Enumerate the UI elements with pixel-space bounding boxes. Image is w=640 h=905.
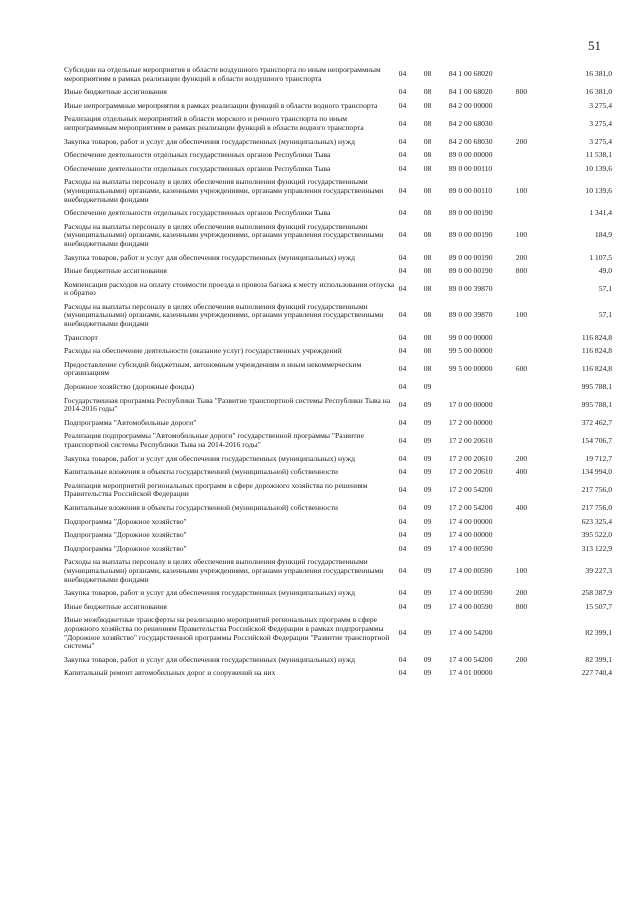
- expense-name-cell: Закупка товаров, работ и услуг для обеспечения государственных (муниципальных) нужд: [64, 654, 355, 664]
- table-row: [64, 516, 612, 530]
- target-article-code-cell: 17 4 00 00000: [448, 530, 493, 540]
- subsection-code-cell: 09: [423, 417, 432, 427]
- amount-cell: 134 994,0: [581, 467, 612, 477]
- section-code-cell: 04: [398, 87, 407, 97]
- expense-name-cell: Обеспечение деятельности отдельных государственных органов Республики Тыва: [64, 163, 331, 173]
- budget-table: [64, 64, 612, 681]
- expense-type-code-cell: 400: [515, 502, 528, 512]
- amount-cell: 1 341,4: [589, 208, 612, 218]
- expense-type-code-cell: [516, 149, 552, 163]
- subsection-code-cell: 08: [423, 283, 432, 293]
- table-row: [64, 176, 612, 207]
- expense-name-cell: Подпрограмма "Дорожное хозяйство": [64, 516, 187, 526]
- amount-cell: 3 275,4: [589, 136, 612, 146]
- target-article-code-cell: 17 4 00 00590: [448, 601, 493, 611]
- target-article-code-cell: 17 2 00 00000: [448, 417, 493, 427]
- table-row: [64, 252, 612, 266]
- subsection-code-cell: 08: [423, 230, 432, 240]
- amount-cell: 184,9: [594, 230, 612, 240]
- section-code-cell: 04: [398, 69, 407, 79]
- expense-type-code-cell: [516, 207, 552, 221]
- section-code-cell: 04: [398, 399, 407, 409]
- amount-cell: 227 740,4: [581, 668, 612, 678]
- expense-name-cell: Расходы на выплаты персоналу в целях обеспечения выполнения функций государственными (муниципальными) органами, казенными учреждениями, органами управления государственными внебюджетными фондами: [64, 301, 384, 329]
- expense-name-cell: Предоставление субсидий бюджетным, автономным учреждениям и иным некоммерческим организациям: [64, 359, 362, 378]
- amount-cell: 15 507,7: [585, 601, 612, 611]
- table-row: [64, 395, 612, 417]
- section-code-cell: 04: [398, 163, 407, 173]
- target-article-code-cell: 17 4 00 00590: [448, 565, 493, 575]
- expense-type-code-cell: 800: [515, 266, 528, 276]
- amount-cell: 372 462,7: [581, 417, 612, 427]
- expense-name-cell: Закупка товаров, работ и услуг для обеспечения государственных (муниципальных) нужд: [64, 588, 355, 598]
- section-code-cell: 04: [398, 185, 407, 195]
- subsection-code-cell: 08: [423, 100, 432, 110]
- expense-type-code-cell: 100: [515, 565, 528, 575]
- expense-type-code-cell: 100: [515, 310, 528, 320]
- expense-name-cell: Реализация отдельных мероприятий в области морского и речного транспорта по иным непрограммным мероприятиям в рамках реализации функций в области водного транспорта: [64, 114, 364, 132]
- amount-cell: 16 381,0: [585, 69, 612, 79]
- expense-name-cell: Государственная программа Республики Тыва "Развитие транспортной системы Республики Тыва на 2014-2016 годы": [64, 395, 391, 414]
- expense-name-cell: Капитальные вложения в объекты государственной (муниципальной) собственности: [64, 467, 338, 477]
- target-article-code-cell: 84 2 00 68030: [448, 118, 493, 128]
- budget-table-body: [64, 64, 612, 681]
- expense-name-cell: Капитальный ремонт автомобильных дорог и сооружений на них: [64, 668, 276, 678]
- section-code-cell: 04: [398, 364, 407, 374]
- expense-type-code-cell: 200: [515, 453, 528, 463]
- amount-cell: 82 399,1: [585, 654, 612, 664]
- expense-name-cell: Расходы на выплаты персоналу в целях обеспечения выполнения функций государственными (муниципальными) органами, казенными учреждениями, органами управления государственными внебюджетными фондами: [64, 221, 384, 248]
- amount-cell: 11 538,1: [585, 150, 612, 160]
- subsection-code-cell: 08: [423, 185, 432, 195]
- expense-name-cell: Закупка товаров, работ и услуг для обеспечения государственных (муниципальных) нужд: [64, 252, 355, 262]
- subsection-code-cell: 09: [423, 588, 432, 598]
- table-row: [64, 265, 612, 279]
- target-article-code-cell: 89 0 00 00190: [448, 208, 493, 218]
- expense-type-code-cell: 200: [515, 654, 528, 664]
- expense-name-cell: Закупка товаров, работ и услуг для обеспечения государственных (муниципальных) нужд: [64, 136, 355, 146]
- amount-cell: 217 756,0: [581, 485, 612, 495]
- amount-cell: 19 712,7: [585, 453, 612, 463]
- section-code-cell: 04: [398, 628, 407, 638]
- section-code-cell: 04: [398, 485, 407, 495]
- expense-name-cell: Расходы на обеспечение деятельности (оказание услуг) государственных учреждений: [64, 346, 342, 356]
- subsection-code-cell: 09: [423, 382, 432, 392]
- table-row: [64, 417, 612, 431]
- table-row: [64, 86, 612, 100]
- subsection-code-cell: 08: [423, 118, 432, 128]
- subsection-code-cell: 09: [423, 565, 432, 575]
- section-code-cell: 04: [398, 516, 407, 526]
- subsection-code-cell: 08: [423, 310, 432, 320]
- section-code-cell: 04: [398, 382, 407, 392]
- amount-cell: 39 227,3: [585, 565, 612, 575]
- section-code-cell: 04: [398, 543, 407, 553]
- target-article-code-cell: 89 0 00 39870: [448, 283, 493, 293]
- table-row: [64, 614, 612, 653]
- section-code-cell: 04: [398, 332, 407, 342]
- expense-name-cell: Иные бюджетные ассигнования: [64, 601, 167, 611]
- expense-name-cell: Субсидии на отдельные мероприятия в области воздушного транспорта по иным непрограммным мероприятиям в рамках реализации функций в области воздушного транспорта: [64, 65, 381, 83]
- expense-type-code-cell: 800: [515, 601, 528, 611]
- expense-type-code-cell: 800: [515, 87, 528, 97]
- target-article-code-cell: 89 0 00 39870: [448, 310, 493, 320]
- amount-cell: 10 139,6: [585, 163, 612, 173]
- amount-cell: 16 381,0: [585, 87, 612, 97]
- table-row: [64, 556, 612, 587]
- target-article-code-cell: 99 0 00 00000: [448, 332, 493, 342]
- expense-name-cell: Иные межбюджетные трансферты на реализацию мероприятий региональных программ в сфере дорожного хозяйства по решениям Правительства Российской Федерации в рамках подпрограммы "Дорожное хозяйство" государственной программы Российской Федерации "Развитие транспортной системы": [64, 615, 390, 651]
- target-article-code-cell: 84 1 00 68020: [448, 69, 493, 79]
- amount-cell: 154 706,7: [581, 435, 612, 445]
- subsection-code-cell: 09: [423, 530, 432, 540]
- section-code-cell: 04: [398, 601, 407, 611]
- subsection-code-cell: 09: [423, 668, 432, 678]
- expense-type-code-cell: 200: [515, 252, 528, 262]
- table-row: [64, 345, 612, 359]
- amount-cell: 49,0: [598, 266, 612, 276]
- amount-cell: 57,1: [598, 310, 612, 320]
- table-row: [64, 654, 612, 668]
- target-article-code-cell: 89 0 00 00190: [448, 252, 493, 262]
- subsection-code-cell: 08: [423, 252, 432, 262]
- table-row: [64, 381, 612, 395]
- amount-cell: 995 788,1: [581, 399, 612, 409]
- amount-cell: 1 107,5: [589, 252, 612, 262]
- section-code-cell: 04: [398, 252, 407, 262]
- subsection-code-cell: 09: [423, 502, 432, 512]
- expense-type-code-cell: 600: [515, 364, 528, 374]
- subsection-code-cell: 09: [423, 654, 432, 664]
- section-code-cell: 04: [398, 435, 407, 445]
- expense-type-code-cell: [516, 417, 552, 431]
- amount-cell: 395 522,0: [581, 530, 612, 540]
- table-row: [64, 430, 612, 452]
- section-code-cell: 04: [398, 467, 407, 477]
- subsection-code-cell: 08: [423, 163, 432, 173]
- expense-type-code-cell: [516, 279, 552, 301]
- expense-type-code-cell: [516, 543, 552, 557]
- target-article-code-cell: 89 0 00 00110: [448, 185, 493, 195]
- target-article-code-cell: 84 2 00 00000: [448, 100, 493, 110]
- target-article-code-cell: 17 2 00 54200: [448, 502, 493, 512]
- expense-name-cell: Подпрограмма "Дорожное хозяйство": [64, 543, 187, 553]
- target-article-code-cell: 17 4 00 00000: [448, 516, 493, 526]
- section-code-cell: 04: [398, 588, 407, 598]
- target-article-code-cell: 17 4 00 00590: [448, 543, 493, 553]
- expense-name-cell: Иные бюджетные ассигнования: [64, 87, 167, 97]
- expense-name-cell: Расходы на выплаты персоналу в целях обеспечения выполнения функций государственными (муниципальными) органами, казенными учреждениями, органами управления государственными внебюджетными фондами: [64, 557, 384, 584]
- amount-cell: 116 824,8: [581, 364, 612, 374]
- amount-cell: 313 122,9: [581, 543, 612, 553]
- table-row: [64, 359, 612, 381]
- target-article-code-cell: [449, 381, 516, 395]
- target-article-code-cell: 17 4 01 00000: [448, 668, 493, 678]
- table-row: [64, 279, 612, 301]
- table-row: [64, 480, 612, 502]
- table-row: [64, 136, 612, 150]
- subsection-code-cell: 09: [423, 453, 432, 463]
- expense-name-cell: Реализация мероприятий региональных программ в сфере дорожного хозяйства по решениям Правительства Российской Федерации: [64, 480, 368, 499]
- table-row: [64, 529, 612, 543]
- subsection-code-cell: 09: [423, 435, 432, 445]
- amount-cell: 995 788,1: [581, 382, 612, 392]
- expense-type-code-cell: 200: [515, 136, 528, 146]
- expense-name-cell: Обеспечение деятельности отдельных государственных органов Республики Тыва: [64, 208, 331, 218]
- subsection-code-cell: 09: [423, 628, 432, 638]
- amount-cell: 116 824,8: [581, 346, 612, 356]
- section-code-cell: 04: [398, 565, 407, 575]
- section-code-cell: 04: [398, 266, 407, 276]
- table-row: [64, 601, 612, 615]
- target-article-code-cell: 89 0 00 00190: [448, 266, 493, 276]
- page-number: 51: [588, 38, 601, 53]
- table-row: [64, 466, 612, 480]
- subsection-code-cell: 08: [423, 364, 432, 374]
- target-article-code-cell: 17 2 00 20610: [448, 453, 493, 463]
- target-article-code-cell: 17 2 00 54200: [448, 485, 493, 495]
- amount-cell: 57,1: [598, 283, 612, 293]
- expense-name-cell: Компенсация расходов на оплату стоимости проезда и провоза багажа к месту использования отпуска и обратно: [64, 279, 395, 298]
- expense-name-cell: Иные непрограммные мероприятия в рамках реализации функций в области водного транспорта: [64, 100, 378, 110]
- target-article-code-cell: 17 4 00 00590: [448, 588, 493, 598]
- amount-cell: 10 139,6: [585, 185, 612, 195]
- amount-cell: 3 275,4: [589, 118, 612, 128]
- table-row: [64, 301, 612, 332]
- expense-type-code-cell: [516, 516, 552, 530]
- amount-cell: 217 756,0: [581, 502, 612, 512]
- table-row: [64, 100, 612, 114]
- target-article-code-cell: 17 4 00 54200: [448, 628, 493, 638]
- expense-type-code-cell: [516, 100, 552, 114]
- table-row: [64, 587, 612, 601]
- expense-name-cell: Реализация подпрограммы "Автомобильные дороги" государственной программы "Развитие транспортной системы Республики Тыва на 2014-2016 годы": [64, 431, 364, 449]
- expense-type-code-cell: [516, 345, 552, 359]
- section-code-cell: 04: [398, 453, 407, 463]
- subsection-code-cell: 09: [423, 467, 432, 477]
- expense-type-code-cell: [516, 614, 552, 653]
- amount-cell: 82 399,1: [585, 628, 612, 638]
- section-code-cell: 04: [398, 310, 407, 320]
- expense-type-code-cell: 100: [515, 230, 528, 240]
- target-article-code-cell: 99 5 00 00000: [448, 346, 493, 356]
- table-row: [64, 502, 612, 516]
- table-row: [64, 163, 612, 177]
- amount-cell: 3 275,4: [589, 100, 612, 110]
- subsection-code-cell: 09: [423, 601, 432, 611]
- subsection-code-cell: 08: [423, 208, 432, 218]
- table-row: [64, 149, 612, 163]
- expense-type-code-cell: [516, 667, 552, 681]
- section-code-cell: 04: [398, 208, 407, 218]
- subsection-code-cell: 09: [423, 485, 432, 495]
- subsection-code-cell: 09: [423, 516, 432, 526]
- expense-type-code-cell: [516, 395, 552, 417]
- table-row: [64, 453, 612, 467]
- section-code-cell: 04: [398, 654, 407, 664]
- target-article-code-cell: 17 0 00 00000: [448, 399, 493, 409]
- expense-type-code-cell: [516, 480, 552, 502]
- section-code-cell: 04: [398, 100, 407, 110]
- table-row: [64, 113, 612, 135]
- target-article-code-cell: 17 2 00 20610: [448, 435, 493, 445]
- section-code-cell: 04: [398, 502, 407, 512]
- expense-name-cell: Расходы на выплаты персоналу в целях обеспечения выполнения функций государственными (муниципальными) органами, казенными учреждениями, органами управления государственными внебюджетными фондами: [64, 177, 384, 204]
- expense-type-code-cell: [516, 332, 552, 346]
- section-code-cell: 04: [398, 668, 407, 678]
- expense-name-cell: Дорожное хозяйство (дорожные фонды): [64, 382, 195, 392]
- target-article-code-cell: 99 5 00 00000: [448, 364, 493, 374]
- section-code-cell: 04: [398, 118, 407, 128]
- target-article-code-cell: 89 0 00 00110: [448, 163, 493, 173]
- subsection-code-cell: 08: [423, 150, 432, 160]
- expense-name-cell: Транспорт: [64, 332, 98, 342]
- table-row: [64, 207, 612, 221]
- target-article-code-cell: 17 4 00 54200: [448, 654, 493, 664]
- expense-name-cell: Подпрограмма "Дорожное хозяйство": [64, 530, 187, 540]
- section-code-cell: 04: [398, 530, 407, 540]
- expense-name-cell: Обеспечение деятельности отдельных государственных органов Республики Тыва: [64, 150, 331, 160]
- expense-type-code-cell: [516, 163, 552, 177]
- subsection-code-cell: 08: [423, 332, 432, 342]
- expense-type-code-cell: 400: [515, 467, 528, 477]
- expense-type-code-cell: [516, 381, 552, 395]
- target-article-code-cell: 89 0 00 00190: [448, 230, 493, 240]
- subsection-code-cell: 08: [423, 136, 432, 146]
- subsection-code-cell: 09: [423, 399, 432, 409]
- table-row: [64, 64, 612, 86]
- target-article-code-cell: 17 2 00 20610: [448, 467, 493, 477]
- section-code-cell: 04: [398, 346, 407, 356]
- table-row: [64, 543, 612, 557]
- amount-cell: 116 824,8: [581, 332, 612, 342]
- section-code-cell: 04: [398, 150, 407, 160]
- amount-cell: 258 387,9: [581, 588, 612, 598]
- target-article-code-cell: 84 2 00 68030: [448, 136, 493, 146]
- expense-type-code-cell: 100: [515, 185, 528, 195]
- section-code-cell: 04: [398, 283, 407, 293]
- expense-name-cell: Иные бюджетные ассигнования: [64, 266, 167, 276]
- expense-type-code-cell: 200: [515, 588, 528, 598]
- subsection-code-cell: 08: [423, 266, 432, 276]
- subsection-code-cell: 08: [423, 346, 432, 356]
- expense-name-cell: Подпрограмма "Автомобильные дороги": [64, 417, 197, 427]
- expense-name-cell: Закупка товаров, работ и услуг для обеспечения государственных (муниципальных) нужд: [64, 453, 355, 463]
- table-row: [64, 667, 612, 681]
- table-row: [64, 221, 612, 252]
- expense-name-cell: Капитальные вложения в объекты государственной (муниципальной) собственности: [64, 502, 338, 512]
- expense-type-code-cell: [516, 64, 552, 86]
- section-code-cell: 04: [398, 230, 407, 240]
- subsection-code-cell: 08: [423, 69, 432, 79]
- expense-type-code-cell: [516, 113, 552, 135]
- table-row: [64, 332, 612, 346]
- expense-type-code-cell: [516, 529, 552, 543]
- target-article-code-cell: 84 1 00 68020: [448, 87, 493, 97]
- section-code-cell: 04: [398, 136, 407, 146]
- subsection-code-cell: 09: [423, 543, 432, 553]
- target-article-code-cell: 89 0 00 00000: [448, 150, 493, 160]
- expense-type-code-cell: [516, 430, 552, 452]
- subsection-code-cell: 08: [423, 87, 432, 97]
- amount-cell: 623 325,4: [581, 516, 612, 526]
- section-code-cell: 04: [398, 417, 407, 427]
